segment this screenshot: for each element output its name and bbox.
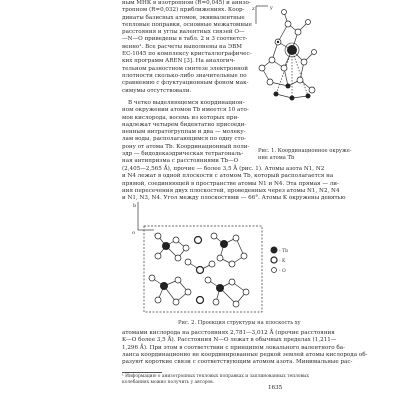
potassium-atom: [195, 237, 202, 244]
text-line: расстояния и углы валентных связей О—: [122, 29, 245, 36]
axis-label-b: b: [133, 203, 137, 209]
oxygen-atom: [312, 50, 317, 55]
full-width-paragraph: [122, 166, 346, 202]
text-line: K—O более 3,5 Å). Расстояния N—O лежат в обычных пределах (1,211—: [122, 337, 337, 344]
oxygen-atom: [185, 259, 191, 265]
oxygen-atom: [241, 253, 247, 259]
text-line: ная антипризма с расстояниями Tb—O: [122, 158, 239, 165]
text-line: 1,296 Å). При этом в соответствии с принципом локального валентного ба-: [122, 344, 346, 351]
text-line: динаты базисных атомов, эквивалентные: [122, 14, 245, 21]
oxygen-atom: [175, 255, 181, 261]
text-line: мов кислорода, восемь из которых при-: [122, 114, 240, 121]
figure-1-caption: [258, 148, 352, 161]
text-line: тельном разностном синтезе электронной: [122, 65, 248, 72]
figure-2-legend: [271, 247, 289, 275]
oxygen-atom: [173, 237, 179, 243]
oxygen-atom: [155, 297, 161, 303]
footnote-rule: [122, 372, 162, 373]
oxygen-atom: [229, 279, 235, 285]
oxygen-atom: [259, 65, 265, 71]
text-line: эдр — бидодекаэдрическая тетрагональ-: [122, 151, 244, 158]
oxygen-atom: [269, 57, 275, 63]
page-number: 1635: [268, 385, 283, 391]
oxygen-atom: [149, 275, 155, 281]
text-line: ном окружении атомов Tb имеется 10 ато-: [122, 107, 249, 114]
footnote-line: ¹ Информацию о анизотропных тепловых поправках и заплинованных тепловых: [122, 374, 309, 379]
text-line: венно¹. Все расчеты выполнены на ЭВМ: [122, 43, 243, 50]
oxygen-atom: [209, 261, 215, 267]
legend-potassium-label: - K: [279, 259, 286, 264]
text-line: ЕС-1045 по комплексу кристаллографичес-: [122, 51, 252, 58]
text-line: (2,405—2,565 Å), прочие — более 3,5 Å (рис. 1). Атомы азота N1, N2: [122, 166, 325, 172]
text-line: и N4 лежат в одной плоскости с атомом Tb, который располагается на: [122, 173, 334, 180]
text-line: тропном (R=0,032) приближениях. Коор-: [122, 7, 245, 14]
caption-line: ние атома Tb: [258, 154, 295, 161]
oxygen-atom: [267, 79, 273, 85]
oxygen-atom: [282, 10, 287, 15]
oxygen-atom: [173, 299, 179, 305]
oxygen-atom: [233, 235, 239, 241]
text-line: ненным нитратогруппам и два — молеку-: [122, 129, 246, 136]
legend-terbium-label: - Tb: [279, 249, 289, 254]
oxygen-atom: [306, 20, 311, 25]
nitrogen-atom: [306, 94, 311, 99]
legend-potassium-icon: [271, 257, 277, 263]
text-line: сравнению с флуктуационным фоном мак-: [122, 80, 249, 87]
intro-paragraph: [122, 0, 252, 95]
nitrogen-atom: [290, 96, 295, 101]
oxygen-atom: [213, 299, 219, 305]
potassium-atom: [197, 297, 204, 304]
text-line: плотности сколько-либо значительные по: [122, 72, 247, 79]
oxygen-atom: [229, 261, 235, 267]
figure-2-caption: Рис. 2. Проекция структуры на плоскость xy: [178, 320, 301, 326]
text-line: ным МНК в изотропном (R=0,045) и анизо-: [122, 0, 251, 6]
terbium-atom: [162, 242, 170, 250]
oxygen-atom: [217, 255, 223, 261]
caption-line: Рис. 1. Координационное окруже-: [258, 148, 352, 154]
text-line: —N—O приведены в табл. 2 и 3 соответст-: [122, 36, 248, 43]
oxygen-atom: [243, 289, 249, 295]
footnote-line: колебаниях можно получить у авторов.: [122, 379, 215, 385]
axis-label-z: z: [252, 6, 255, 12]
oxygen-atom: [285, 21, 291, 27]
oxygen-atom: [211, 233, 217, 239]
terbium-atom: [287, 45, 297, 55]
text-line: тепловые поправки, основные межатомные: [122, 21, 252, 28]
axis-label-origin: o: [132, 230, 136, 236]
oxygen-atom: [297, 77, 303, 83]
terbium-atom: [216, 284, 224, 292]
text-line: разуют короткие связи с соответствующим атомом азота. Минимальные рас-: [122, 359, 353, 366]
oxygen-atom: [205, 277, 211, 283]
text-line: прямой, соединяющей в пространстве атомы N1 и N4. Эта прямая — ли-: [122, 180, 339, 187]
terbium-atom: [160, 282, 168, 290]
oxygen-atom: [309, 87, 315, 93]
oxygen-atom: [175, 277, 181, 283]
nitrogen-atom: [274, 92, 279, 97]
figure-1-coordination: [248, 2, 320, 132]
figure-2-projection: [128, 200, 300, 318]
text-line: и N1, N3, N4. Угол между плоскостями — 66°. Атомы K окружены девятью: [122, 195, 346, 202]
terbium-atom: [220, 240, 228, 248]
text-line: надлежат четырем бидентатно присоеди-: [122, 121, 247, 128]
potassium-atom: [197, 267, 204, 274]
nitrogen-atom: [286, 84, 291, 89]
oxygen-atom: [183, 245, 189, 251]
text-line: ния пересечения двух плоскостей, проведенных через атомы N1, N2, N4: [122, 187, 340, 194]
text-line: ких программ AREN [3]. На аналогич-: [122, 58, 236, 65]
text-line: атомами кислорода на расстояниях 2,781—3,012 Å (прочие расстояния: [122, 330, 335, 336]
coordination-paragraph: [122, 100, 250, 166]
oxygen-atom: [281, 65, 287, 71]
text-line: лам воды, располагающимся по одну сто-: [122, 136, 246, 143]
legend-oxygen-label: - O: [279, 269, 286, 274]
closing-paragraph: [122, 330, 368, 366]
text-line: рону от атома Tb. Координационный поли-: [122, 143, 250, 150]
oxygen-atom: [301, 59, 307, 65]
oxygen-atom: [155, 253, 161, 259]
text-line: В четко выделяющемся координацион-: [128, 100, 245, 106]
oxygen-atom: [233, 301, 239, 307]
axis-label-y: y: [270, 5, 273, 11]
legend-oxygen-icon: [272, 268, 277, 273]
oxygen-atom: [155, 233, 161, 239]
oxygen-atom: [185, 289, 191, 295]
legend-terbium-icon: [271, 247, 278, 254]
nitrogen-atom: [277, 41, 279, 43]
oxygen-atom: [295, 29, 301, 35]
text-line: ланса координационно не координированные редкой землей атомы кислорода об-: [122, 351, 368, 358]
footnote: [122, 374, 309, 386]
text-line: симумы отсутствовали.: [122, 87, 192, 94]
